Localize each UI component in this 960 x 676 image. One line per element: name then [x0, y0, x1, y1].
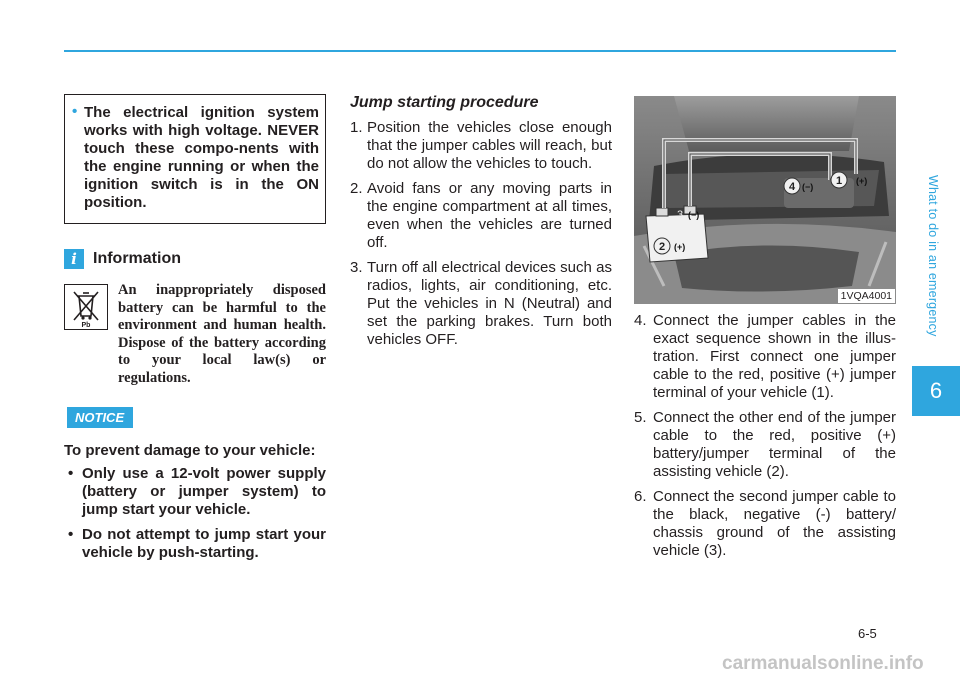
info-icon: i — [64, 249, 84, 269]
warning-text: The electrical ignition system works with high voltage. NEVER touch these compo-nents with the engine running or when the ignition switch is in the ON position. — [84, 104, 319, 211]
notice-item: • Do not attempt to jump start your vehicle by push-starting. — [64, 526, 326, 562]
step-text: Connect the jumper cables in the exact sequence shown in the illus-tration. First connect one jumper cable to the red, positive (+) jumper terminal of your vehicle (1). — [653, 312, 896, 401]
callout-4-sign: (−) — [802, 182, 814, 192]
procedure-step — [634, 409, 896, 481]
step-number: 2. — [350, 180, 363, 197]
information-title: Information — [93, 250, 181, 267]
chapter-tab[interactable]: 6 — [912, 366, 960, 416]
notice-title: To prevent damage to your vehicle: — [64, 442, 316, 459]
information-body — [64, 282, 326, 387]
procedure-steps — [350, 119, 612, 349]
crossed-out-bin-icon — [64, 284, 108, 330]
step-number: 6. — [634, 488, 647, 505]
step-number: 3. — [350, 259, 363, 276]
callout-3-sign: (−) — [688, 210, 700, 220]
middle-column — [350, 94, 612, 356]
procedure-step — [634, 312, 896, 402]
left-column — [64, 94, 326, 569]
procedure-step — [350, 180, 612, 252]
jump-start-illustration — [634, 96, 896, 304]
procedure-title: Jump starting procedure — [350, 94, 539, 111]
step-number: 1. — [350, 119, 363, 136]
step-number: 4. — [634, 312, 647, 329]
chapter-side-label: What to do in an emergency — [926, 175, 940, 337]
warning-box — [64, 94, 326, 224]
step-text: Turn off all electrical devices such as radios, lights, air conditioning, etc. Put the vehicles in N (Neutral) and set the parking brakes. Turn both vehicles OFF. — [367, 259, 612, 348]
engine-bay-drawing — [634, 96, 896, 304]
callout-4-number: 4 — [788, 181, 796, 193]
warning-bullet: • — [72, 103, 78, 120]
step-text: Position the vehicles close enough that the jumper cables will reach, but do not allow the vehicles to touch. — [367, 119, 612, 172]
step-number: 5. — [634, 409, 647, 426]
header-rule — [64, 50, 896, 52]
figure-code: 1VQA4001 — [838, 289, 895, 303]
procedure-step — [350, 259, 612, 349]
procedure-step — [350, 119, 612, 173]
step-text: Avoid fans or any moving parts in the engine compartment at all times, even when the vehicles are turned off. — [367, 180, 612, 251]
information-heading — [64, 249, 326, 269]
callout-2-number: 2 — [658, 241, 666, 253]
watermark: carmanualsonline.info — [722, 653, 924, 674]
bin-icon-label: Pb — [81, 322, 91, 329]
step-text: Connect the other end of the jumper cable to the red, positive (+) battery/jumper terminal of the assisting vehicle (2). — [653, 409, 896, 480]
notice-list — [64, 465, 326, 562]
notice-item: • Only use a 12-volt power supply (battery or jumper system) to jump start your vehicle. — [64, 465, 326, 519]
step-text: Connect the second jumper cable to the black, negative (-) battery/ chassis ground of the assisting vehicle (3). — [653, 488, 896, 559]
procedure-steps-continued — [634, 312, 896, 560]
page-number: 6-5 — [858, 626, 877, 641]
information-text: An inappropriately disposed battery can be harmful to the environment and human health. Dispose of the battery according to your local law(s) or regulations. — [118, 282, 326, 386]
callout-1-number: 1 — [835, 175, 843, 187]
callout-1-sign: (+) — [856, 176, 868, 186]
notice-badge: NOTICE — [67, 407, 133, 428]
callout-3-number: 3 — [676, 209, 684, 221]
procedure-step — [634, 488, 896, 560]
callout-2-sign: (+) — [674, 242, 686, 252]
right-column — [634, 96, 896, 567]
